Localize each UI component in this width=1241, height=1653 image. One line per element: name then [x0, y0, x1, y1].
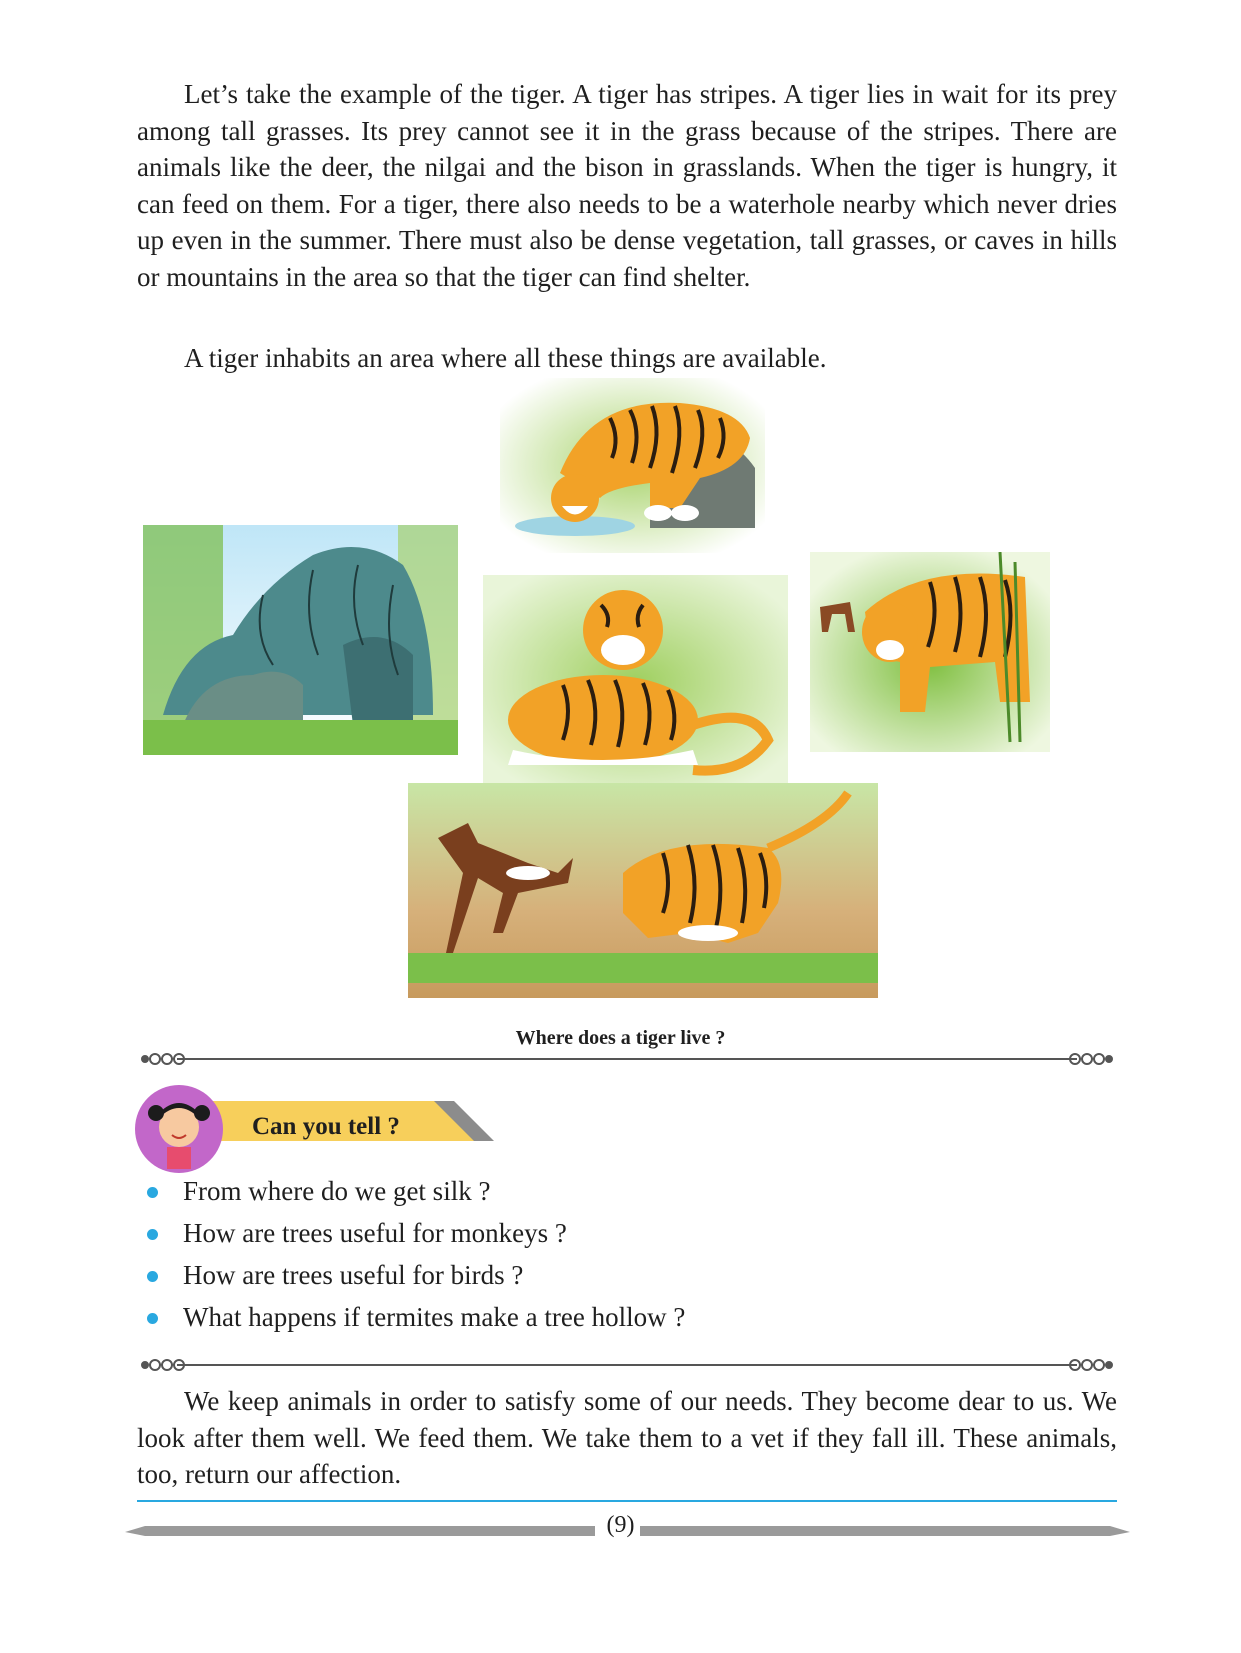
- paragraph-tiger-example: [137, 76, 1117, 295]
- list-item: [137, 1254, 1097, 1296]
- tiger-chasing-deer-illustration: [408, 783, 878, 998]
- question-text: How are trees useful for monkeys ?: [183, 1218, 567, 1248]
- cave-rocks-illustration: [143, 525, 458, 755]
- girl-avatar-icon: [159, 1107, 199, 1147]
- list-item: [137, 1170, 1097, 1212]
- footer-rule: [137, 1500, 1117, 1502]
- can-you-tell-title: Can you tell ?: [252, 1113, 400, 1140]
- bullet-icon: [147, 1187, 158, 1198]
- question-text: How are trees useful for birds ?: [183, 1260, 524, 1290]
- paragraph-tiger-inhabits: [137, 340, 1117, 377]
- list-item: [137, 1296, 1097, 1338]
- bullet-icon: [147, 1313, 158, 1324]
- bullet-icon: [147, 1229, 158, 1240]
- paragraph-text: A tiger inhabits an area where all these things are available.: [184, 343, 827, 373]
- tiger-stalking-illustration: [810, 552, 1050, 752]
- tiger-resting-illustration: [483, 575, 788, 790]
- question-list: [137, 1170, 1097, 1338]
- paragraph-text: Let’s take the example of the tiger. A tiger has stripes. A tiger lies in wait for its prey among tall grasses. Its prey cannot see it in the grass because of the stripes. There are animals like the deer, the nilgai and the bison in grasslands. When the tiger is hungry, it can feed on them. For a tiger, there also needs to be a waterhole nearby which never dries up even in the summer. There must also be dense vegetation, tall grasses, or caves in hills or mountains in the area so that the tiger can find shelter.: [137, 79, 1117, 292]
- section-divider-top: [137, 1049, 1117, 1069]
- list-item: [137, 1212, 1097, 1254]
- figure-caption: Where does a tiger live ?: [515, 1027, 726, 1049]
- question-text: What happens if termites make a tree hollow ?: [183, 1302, 686, 1332]
- question-text: From where do we get silk ?: [183, 1176, 491, 1206]
- tiger-drinking-illustration: [500, 378, 765, 553]
- paragraph-pet-animals: [137, 1383, 1117, 1493]
- page-number: (9): [606, 1512, 635, 1538]
- section-divider-bottom: [137, 1355, 1117, 1375]
- bullet-icon: [147, 1271, 158, 1282]
- paragraph-text: We keep animals in order to satisfy some of our needs. They become dear to us. We look after them well. We feed them. We take them to a vet if they fall ill. These animals, too, return our affection.: [137, 1386, 1117, 1489]
